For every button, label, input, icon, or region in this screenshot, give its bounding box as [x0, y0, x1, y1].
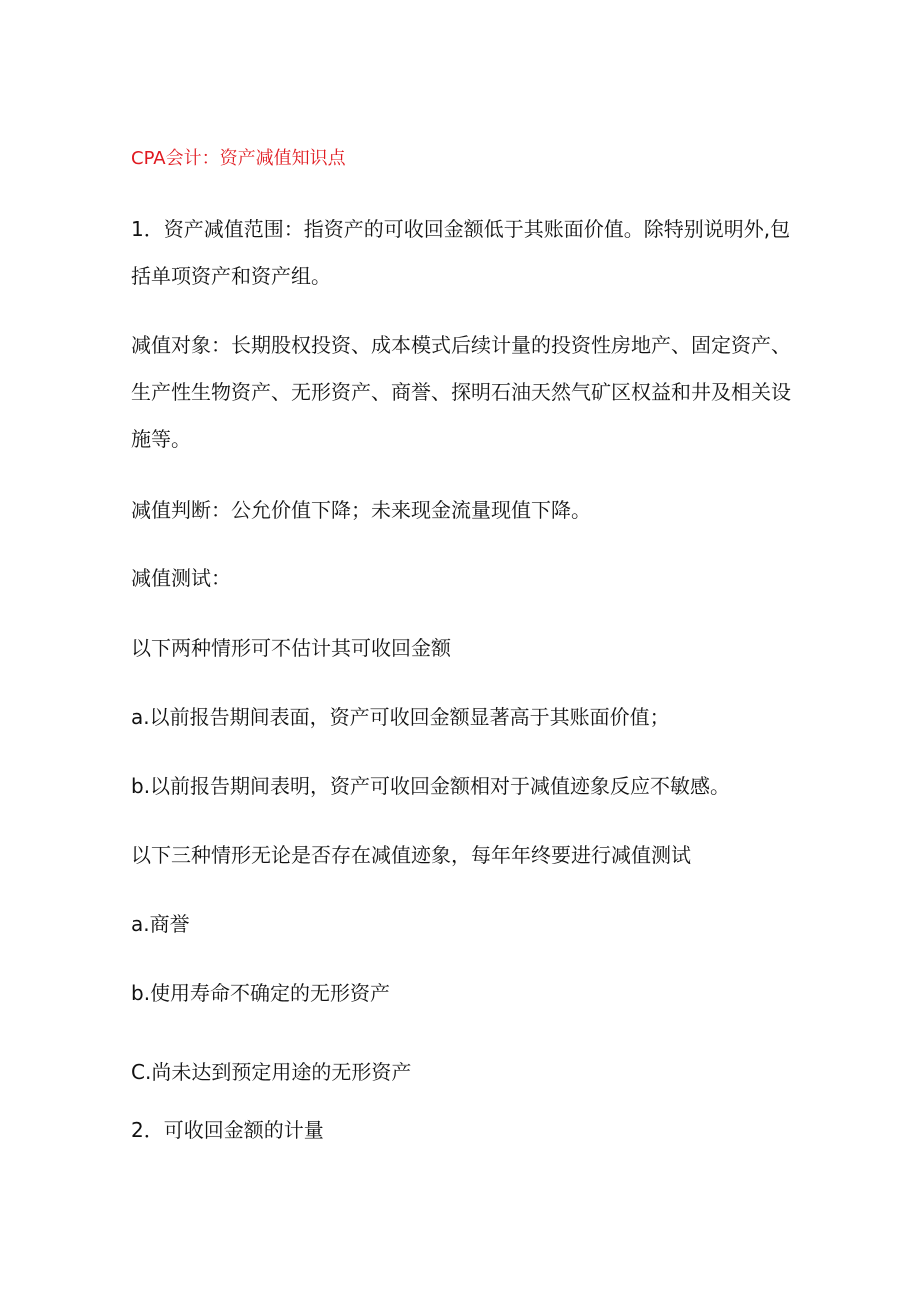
paragraph-impairment-judgment: 减值判断：公允价值下降；未来现金流量现值下降。	[131, 498, 591, 522]
paragraph-impairment-objects: 减值对象：长期股权投资、成本模式后续计量的投资性房地产、固定资产、生产性生物资产、无形资产、商誉、探明石油天然气矿区权益和井及相关设施等。	[131, 333, 791, 451]
document-title: CPA会计：资产减值知识点	[131, 148, 346, 169]
paragraph-case-b: b.以前报告期间表明，资产可收回金额相对于减值迹象反应不敏感。	[131, 774, 731, 798]
paragraph-three-cases-intro: 以下三种情形无论是否存在减值迹象，每年年终要进行减值测试	[131, 843, 691, 867]
paragraph-impairment-test: 减值测试：	[131, 566, 231, 590]
section-heading-recoverable-amount: 2．可收回金额的计量	[131, 1118, 324, 1142]
paragraph-two-cases-intro: 以下两种情形可不估计其可收回金额	[131, 636, 451, 660]
list-item-indefinite-intangible: b.使用寿命不确定的无形资产	[131, 981, 391, 1005]
paragraph-case-a: a.以前报告期间表面，资产可收回金额显著高于其账面价值；	[131, 705, 670, 729]
list-item-unready-intangible: C.尚未达到预定用途的无形资产	[131, 1060, 412, 1084]
list-item-goodwill: a.商誉	[131, 912, 190, 936]
paragraph-impairment-scope: 1．资产减值范围：指资产的可收回金额低于其账面价值。除特别说明外,包括单项资产和资产组。	[131, 217, 791, 288]
